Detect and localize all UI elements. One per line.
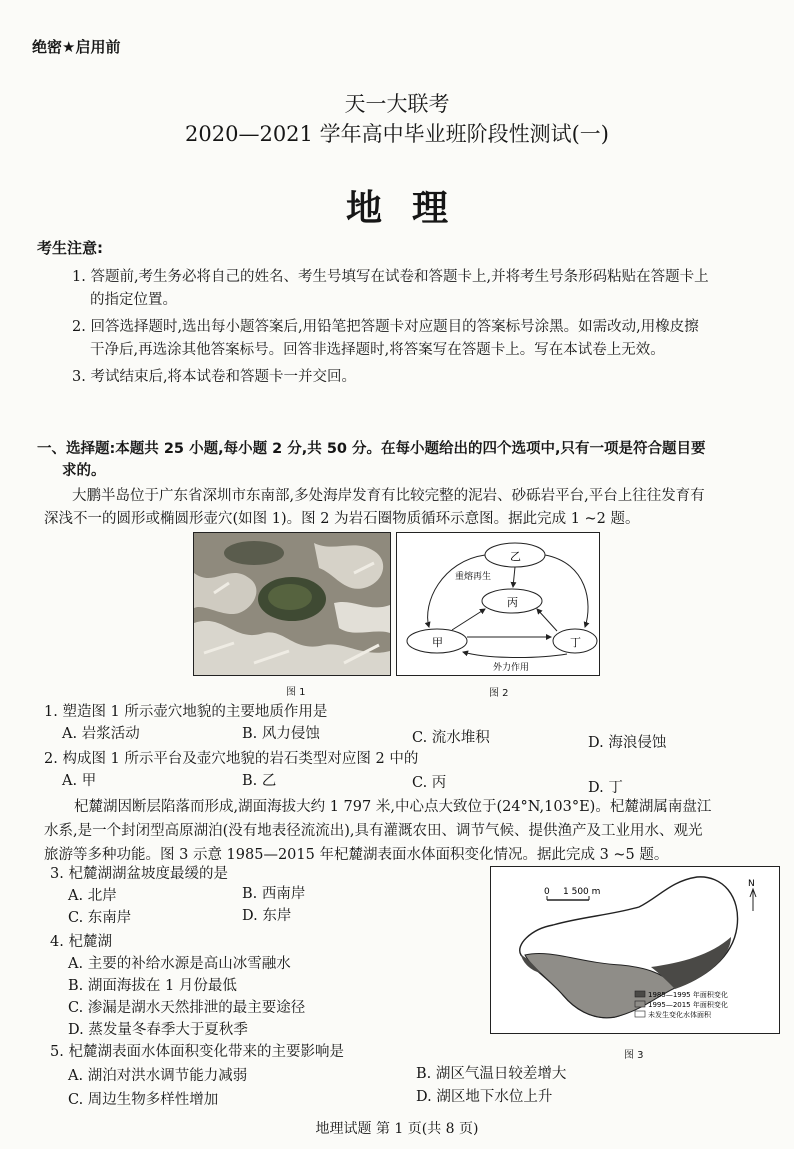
node-ding: 丁 [570,636,581,649]
passage2-line-1: 杞麓湖因断层陷落而形成,湖面海拔大约 1 797 米,中心点大致位于(24°N,103°E)。杞麓湖属南盘江 [74,799,712,815]
question-2-option-c: C. 丙 [412,775,447,791]
scale-label: 1 500 m [563,887,601,897]
label-remelt: 重熔再生 [455,572,492,582]
notice-item-1-line-2: 的指定位置。 [90,292,177,308]
arrow-ding-jia [463,652,567,658]
passage2-line-3: 旅游等多种功能。图 3 示意 1985—2015 年杞麓湖表面水体面积变化情况。据此完成 3 ~5 题。 [44,847,669,863]
north-label: N [748,879,755,889]
passage1-line-2: 深浅不一的圆形或椭圆形壶穴(如图 1)。图 2 为岩石圈物质循环示意图。据此完成 1 ~2 题。 [44,511,640,527]
figure-3-lake-map [490,866,780,1034]
arrow-yi-bing [513,567,515,587]
label-external-force: 外力作用 [493,663,530,673]
question-4-option-b: B. 湖面海拔在 1 月份最低 [68,978,237,994]
question-1-option-a: A. 岩浆活动 [62,726,140,742]
question-3-option-a: A. 北岸 [68,888,117,904]
legend-unchanged: 未发生变化水体面积 [648,1011,711,1019]
legend-swatch-1995-2015 [635,1001,645,1007]
subject-title: 地理 [345,188,478,229]
figure-2-caption: 图 2 [489,688,509,699]
question-4-stem: 4. 杞麓湖 [50,934,112,950]
question-4-option-c: C. 渗漏是湖水天然排泄的最主要途径 [68,1000,306,1016]
question-2-option-b: B. 乙 [242,773,277,789]
question-1-stem: 1. 塑造图 1 所示壶穴地貌的主要地质作用是 [44,704,328,720]
question-5-option-a: A. 湖泊对洪水调节能力减弱 [68,1068,248,1084]
page-footer: 地理试题 第 1 页(共 8 页) [315,1121,479,1137]
arrow-ding-bing [537,609,557,631]
question-2-stem: 2. 构成图 1 所示平台及壶穴地貌的岩石类型对应图 2 中的 [44,751,419,767]
question-5-stem: 5. 杞麓湖表面水体面积变化带来的主要影响是 [50,1044,344,1060]
figure-2-rock-cycle [396,532,600,676]
node-jia: 甲 [432,636,443,649]
exam-organizer: 天一大联考 [344,92,450,116]
legend-1985-1995: 1985—1995 年面积变化 [648,991,728,999]
lake-area-map [491,867,779,1033]
legend-swatch-1985-1995 [635,991,645,997]
question-3-option-b: B. 西南岸 [242,886,306,902]
question-1-option-b: B. 风力侵蚀 [242,726,320,742]
notice-item-1-line-1: 1. 答题前,考生务必将自己的姓名、考生号填写在试卷和答题卡上,并将考生号条形码粘贴在答题卡上 [72,269,709,285]
passage1-line-1: 大鹏半岛位于广东省深圳市东南部,多处海岸发育有比较完整的泥岩、砂砾岩平台,平台上往往发育有 [72,488,705,504]
question-3-option-d: D. 东岸 [242,908,292,924]
question-1-option-d: D. 海浪侵蚀 [588,735,667,751]
question-2-option-d: D. 丁 [588,780,623,796]
figure-1-caption: 图 1 [286,687,306,698]
notice-item-3: 3. 考试结束后,将本试卷和答题卡一并交回。 [72,369,357,385]
scale-zero: 0 [544,887,550,897]
node-bing: 丙 [507,596,518,609]
exam-title: 2020—2021 学年高中毕业班阶段性测试(一) [185,122,609,146]
arrow-yi-jia [428,555,485,627]
pothole-photo-illustration [194,533,390,675]
arrow-yi-ding [545,555,588,627]
question-5-option-c: C. 周边生物多样性增加 [68,1092,219,1108]
legend-1995-2015: 1995—2015 年面积变化 [648,1001,728,1009]
question-2-option-a: A. 甲 [62,773,97,789]
figure-1-photo [193,532,391,676]
figure-3-caption: 图 3 [624,1050,644,1061]
arrow-jia-bing [452,609,485,630]
legend-swatch-unchanged [635,1011,645,1017]
notice-heading: 考生注意: [37,239,103,257]
passage2-line-2: 水系,是一个封闭型高原湖泊(没有地表径流流出),具有灌溉农田、调节气候、提供渔产及工业用水、观光 [44,823,703,839]
question-1-option-c: C. 流水堆积 [412,730,490,746]
notice-item-2-line-1: 2. 回答选择题时,选出每小题答案后,用铅笔把答题卡对应题目的答案标号涂黑。如需改动,用橡皮擦 [72,319,699,335]
section1-heading-line-2: 求的。 [62,463,106,479]
question-5-option-b: B. 湖区气温日较差增大 [416,1066,567,1082]
notice-item-2-line-2: 干净后,再选涂其他答案标号。回答非选择题时,将答案写在答题卡上。写在本试卷上无效。 [90,342,665,358]
node-yi: 乙 [510,550,521,563]
question-4-option-a: A. 主要的补给水源是高山冰雪融水 [68,956,291,972]
question-3-stem: 3. 杞麓湖湖盆坡度最缓的是 [50,866,228,882]
question-4-option-d: D. 蒸发量冬春季大于夏秋季 [68,1022,248,1038]
question-5-option-d: D. 湖区地下水位上升 [416,1089,553,1105]
question-3-option-c: C. 东南岸 [68,910,132,926]
rock-cycle-diagram [397,533,599,675]
section1-heading-line-1: 一、选择题:本题共 25 小题,每小题 2 分,共 50 分。在每小题给出的四个选项中,只有一项是符合题目要 [37,441,706,457]
secret-mark: 绝密★启用前 [32,38,121,56]
